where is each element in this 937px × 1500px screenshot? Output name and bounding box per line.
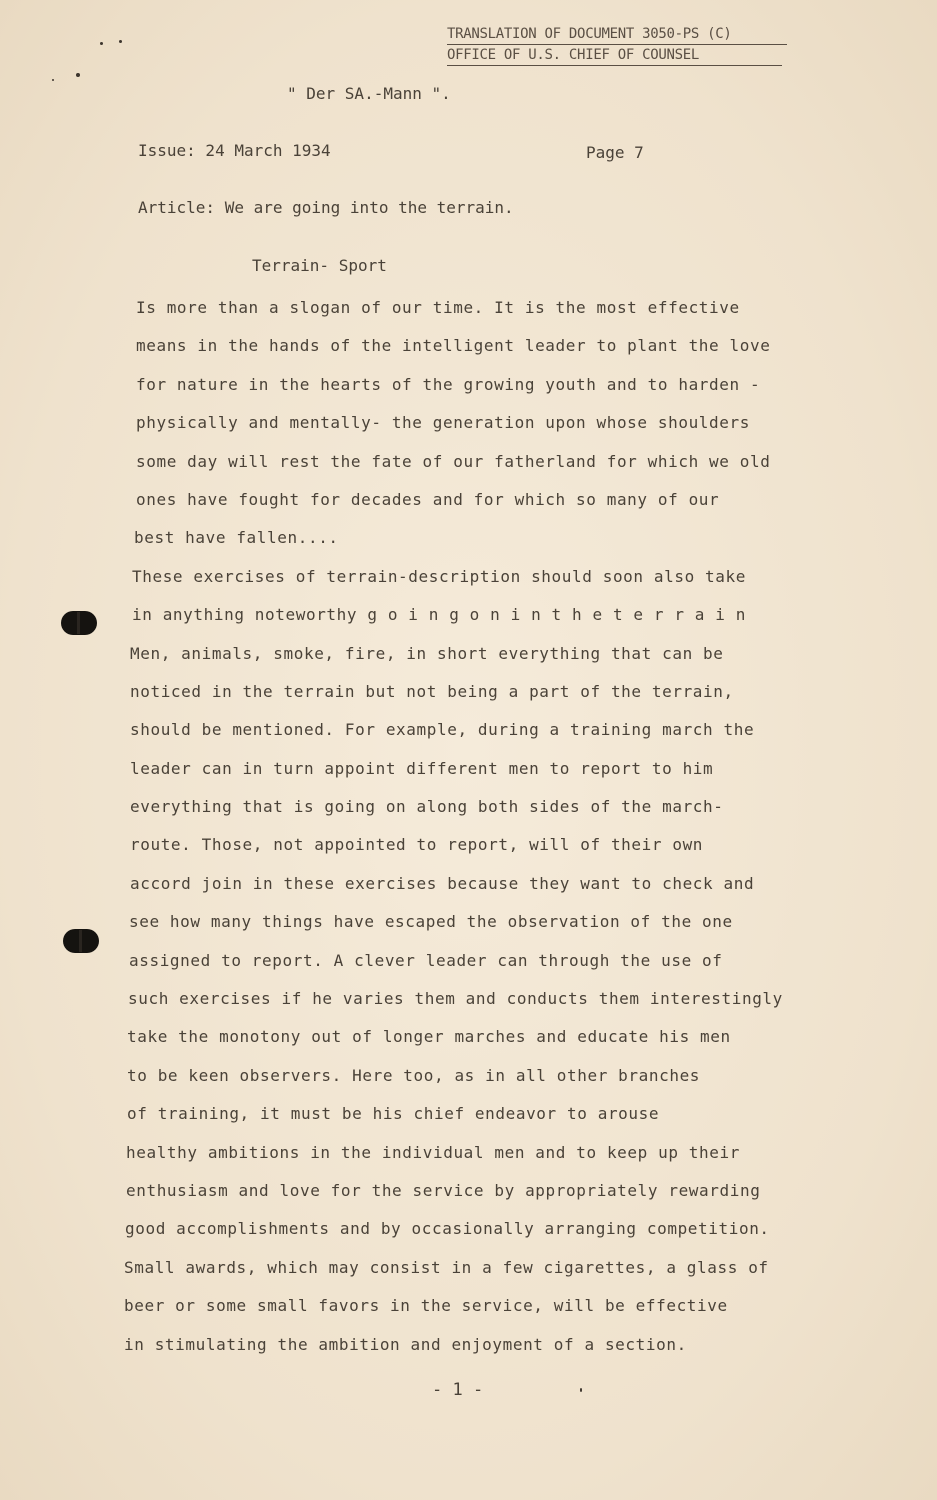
body-line: means in the hands of the intelligent leader to plant the love [136, 336, 771, 356]
body-line: best have fallen.... [134, 528, 339, 548]
body-line: healthy ambitions in the individual men and to keep up their [126, 1142, 740, 1162]
body-line: enthusiasm and love for the service by appropriately rewarding [126, 1180, 761, 1200]
body-line: leader can in turn appoint different men to report to him [130, 758, 714, 778]
publication-title: " Der SA.-Mann ". [287, 84, 451, 103]
issue-date: Issue: 24 March 1934 [138, 141, 331, 160]
translation-header [447, 24, 787, 66]
punch-hole-top [61, 611, 97, 635]
body-line: in anything noteworthy g o i n g o n i n t h e t e r r a i n [132, 605, 746, 625]
body-line: accord join in these exercises because they want to check and [130, 873, 755, 893]
paper-speck [119, 40, 122, 43]
body-line: beer or some small favors in the service, will be effective [124, 1296, 728, 1316]
body-line: take the monotony out of longer marches and educate his men [127, 1027, 731, 1047]
body-line: some day will rest the fate of our fatherland for which we old [136, 451, 771, 471]
paper-speck [76, 73, 80, 77]
body-line: Small awards, which may consist in a few cigarettes, a glass of [124, 1257, 769, 1277]
body-line: noticed in the terrain but not being a part of the terrain, [130, 681, 734, 701]
body-line: see how many things have escaped the observation of the one [129, 912, 733, 932]
article-title: Article: We are going into the terrain. [138, 198, 514, 217]
body-text [124, 296, 874, 1371]
header-line-1: TRANSLATION OF DOCUMENT 3050-PS (C) [447, 24, 787, 45]
body-line: assigned to report. A clever leader can through the use of [129, 950, 723, 970]
body-line: in stimulating the ambition and enjoyment of a section. [124, 1334, 687, 1354]
paper-speck [100, 42, 103, 45]
body-line: good accomplishments and by occasionally arranging competition. [125, 1219, 770, 1239]
paper-speck [52, 79, 54, 81]
body-line: everything that is going on along both sides of the march- [130, 797, 724, 817]
body-line: Is more than a slogan of our time. It is the most effective [136, 298, 740, 317]
body-line: should be mentioned. For example, during a training march the [130, 720, 755, 740]
body-line: of training, it must be his chief endeavor to arouse [127, 1104, 660, 1124]
body-line: ones have fought for decades and for which so many of our [136, 489, 720, 509]
paper-speck [580, 1388, 582, 1392]
body-line: route. Those, not appointed to report, will of their own [130, 835, 704, 855]
body-line: for nature in the hearts of the growing youth and to harden - [136, 374, 761, 394]
body-line: physically and mentally- the generation upon whose shoulders [136, 413, 750, 433]
body-line: Men, animals, smoke, fire, in short everything that can be [130, 643, 724, 663]
source-page-reference: Page 7 [586, 143, 644, 162]
body-line: such exercises if he varies them and conducts them interestingly [128, 989, 783, 1009]
page-number: - 1 - [432, 1380, 484, 1400]
body-line: to be keen observers. Here too, as in all other branches [127, 1065, 701, 1085]
body-line: These exercises of terrain-description should soon also take [132, 566, 746, 586]
punch-hole-bottom [63, 929, 99, 953]
section-subheading: Terrain- Sport [252, 256, 387, 275]
header-line-2: OFFICE OF U.S. CHIEF OF COUNSEL [447, 45, 782, 66]
